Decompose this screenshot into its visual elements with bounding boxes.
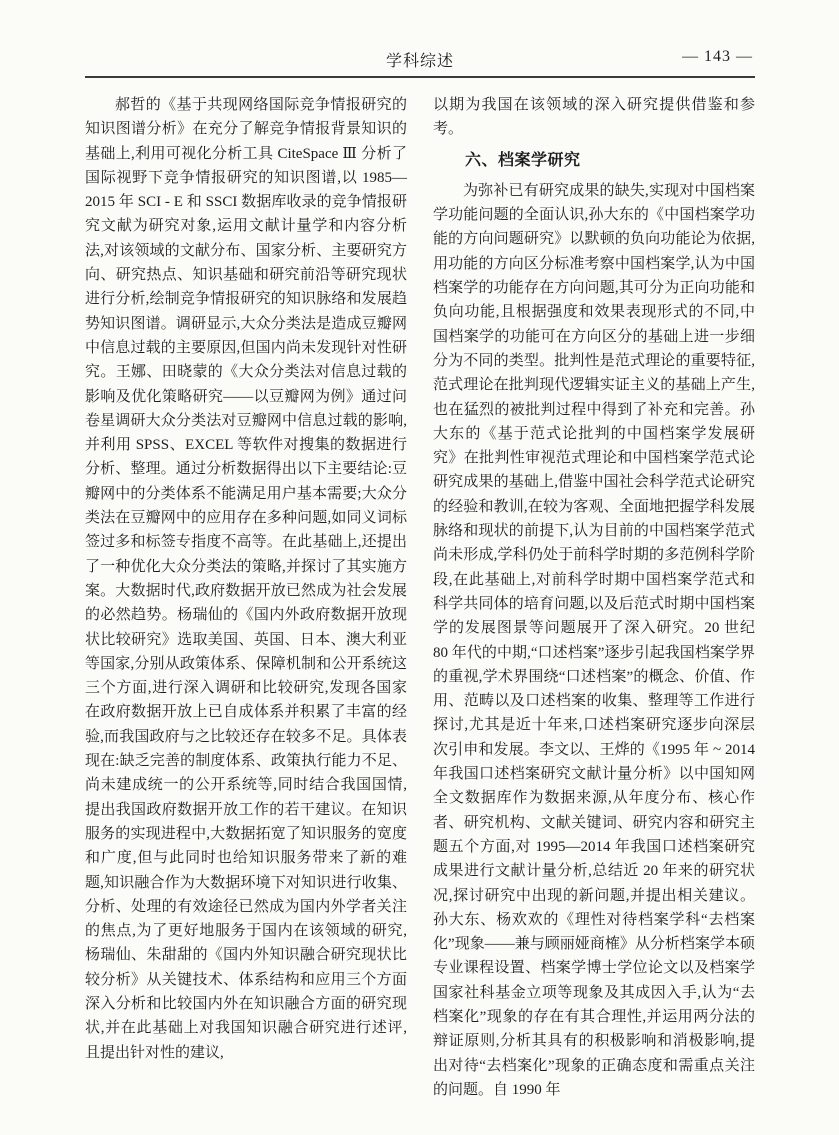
left-column	[85, 93, 407, 1102]
page-body	[85, 93, 755, 1102]
page-number: — 143 —	[682, 48, 753, 65]
right-column-paragraph: 为弥补已有研究成果的缺失,实现对中国档案学功能问题的全面认识,孙大东的《中国档案学功能的方向问题研究》以默顿的负向功能论为依据,用功能的方向区分标准考察中国档案学,认为中国档案学的功能存在方向问题,其可分为正向功能和负向功能,且根据强度和效果表现形式的不同,中国档案学的功能可在方向区分的基础上进一步细分为不同的类型。批判性是范式理论的重要特征,范式理论在批判现代逻辑实证主义的基础上产生,也在猛烈的被批判过程中得到了补充和完善。孙大东的《基于范式论批判的中国档案学发展研究》在批判性审视范式理论和中国档案学范式论研究成果的基础上,借鉴中国社会科学范式论研究的经验和教训,在较为客观、全面地把握学科发展脉络和现状的前提下,认为目前的中国档案学范式尚未形成,学科仍处于前科学时期的多范例科学阶段,在此基础上,对前科学时期中国档案学范式和科学共同体的培育问题,以及后范式时期中国档案学的发展图景等问题展开了深入研究。20 世纪 80 年代的中期,“口述档案”逐步引起我国档案学界的重视,学术界围绕“口述档案”的概念、价值、作用、范畴以及口述档案的收集、整理等工作进行探讨,尤其是近十年来,口述档案研究逐步向深层次引申和发展。李文以、王烨的《1995 年 ~ 2014 年我国口述档案研究文献计量分析》以中国知网全文数据库作为数据来源,从年度分布、核心作者、研究机构、文献关键词、研究内容和研究主题五个方面,对 1995—2014 年我国口述档案研究成果进行文献计量分析,总结近 20 年来的研究状况,探讨研究中出现的新问题,并提出相关建议。孙大东、杨欢欢的《理性对待档案学科“去档案化”现象——兼与顾丽娅商榷》从分析档案学本硕专业课程设置、档案学博士学位论文以及档案学国家社科基金立项等现象及其成因入手,认为“去档案化”现象的存在有其合理性,并运用两分法的辩证原则,分析其具有的积极影响和消极影响,提出对待“去档案化”现象的正确态度和需重点关注的问题。自 1990 年	[433, 182, 755, 1098]
left-column-paragraph: 郝哲的《基于共现网络国际竞争情报研究的知识图谱分析》在充分了解竞争情报背景知识的基础上,利用可视化分析工具 CiteSpace Ⅲ 分析了国际视野下竞争情报研究的知识图谱,以 1985—2015 年 SCI - E 和 SSCI 数据库收录的竞争情报研究文献为研究对象,运用文献计量学和内容分析法,对该领域的文献分布、国家分析、主要研究方向、研究热点、知识基础和研究前沿等研究现状进行分析,绘制竞争情报研究的知识脉络和发展趋势知识图谱。调研显示,大众分类法是造成豆瓣网中信息过载的主要原因,但国内尚未发现针对性研究。王娜、田晓蒙的《大众分类法对信息过载的影响及优化策略研究——以豆瓣网为例》通过问卷星调研大众分类法对豆瓣网中信息过载的影响,并利用 SPSS、EXCEL 等软件对搜集的数据进行分析、整理。通过分析数据得出以下主要结论:豆瓣网中的分类体系不能满足用户基本需要;大众分类法在豆瓣网中的应用存在多种问题,如同义词标签过多和标签专指度不高等。在此基础上,还提出了一种优化大众分类法的策略,并探讨了其实施方案。大数据时代,政府数据开放已然成为社会发展的必然趋势。杨瑞仙的《国内外政府数据开放现状比较研究》选取美国、英国、日本、澳大利亚等国家,分别从政策体系、保障机制和公开系统这三个方面,进行深入调研和比较研究,发现各国家在政府数据开放上已自成体系并积累了丰富的经验,而我国政府与之比较还存在较多不足。具体表现在:缺乏完善的制度体系、政策执行能力不足、尚未建成统一的公开系统等,同时结合我国国情,提出我国政府数据开放工作的若干建议。在知识服务的实现进程中,大数据拓宽了知识服务的宽度和广度,但与此同时也给知识服务带来了新的难题,知识融合作为大数据环境下对知识进行收集、分析、处理的有效途径已然成为国内外学者关注的焦点,为了更好地服务于国内在该领域的研究,杨瑞仙、朱甜甜的《国内外知识融合研究现状比较分析》从关键技术、体系结构和应用三个方面深入分析和比较国内外在知识融合方面的研究现状,并在此基础上对我国知识融合研究进行述评,且提出针对性的建议,	[85, 97, 407, 1061]
running-header	[85, 46, 755, 78]
right-column	[433, 93, 755, 1102]
section-heading: 六、档案学研究	[465, 151, 581, 169]
previous-paragraph-ending: 以期为我国在该领域的深入研究提供借鉴和参考。	[433, 97, 755, 138]
running-head-title: 学科综述	[385, 53, 454, 70]
